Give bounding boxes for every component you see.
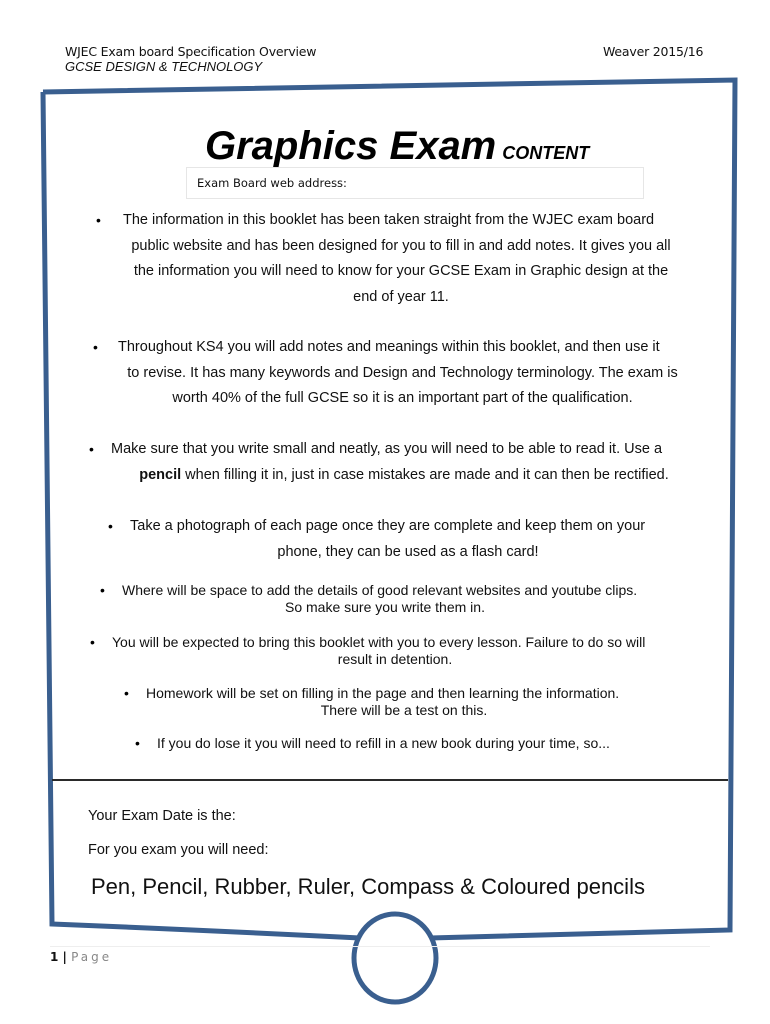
bullet-text: Make sure that you write small and neatly, as you will need to be able to read it. Use a	[111, 441, 663, 457]
bullet-text: Take a photograph of each page once they are complete and keep them on your	[130, 518, 646, 534]
bullet-icon: •	[108, 518, 113, 534]
page-title	[205, 124, 589, 169]
bullet-icon: •	[90, 634, 95, 650]
page-number	[50, 950, 112, 964]
bullet-text-cont: phone, they can be used as a flash card!	[277, 543, 539, 560]
circle-ornament-icon	[354, 914, 436, 1002]
bullet-icon: •	[93, 339, 98, 355]
bullet-text: The information in this booklet has been taken straight from the WJEC exam board	[123, 212, 655, 228]
emphasis-pencil: pencil	[139, 466, 182, 483]
bullet-text-cont: So make sure you write them in.	[285, 599, 485, 615]
bullet-text-cont: to revise. It has many keywords and Design and Technology terminology. The exam is worth 40% of the full GCSE so it is an important part of the qualification.	[127, 364, 678, 406]
page-word: Page	[71, 950, 113, 964]
header-author-year: Weaver 2015/16	[603, 44, 704, 59]
bullet-text-cont: public website and has been designed for you to fill in and add notes. It gives you all the information you will need to know for your GCSE Exam in Graphic design at the end of year 11.	[131, 237, 671, 305]
bullet-icon: •	[89, 441, 94, 457]
bullet-text-cont: pencil when filling it in, just in case mistakes are made and it can then be rectified.	[139, 466, 669, 483]
bullet-text: Throughout KS4 you will add notes and meanings within this booklet, and then use it	[118, 339, 660, 355]
header-spec-title: WJEC Exam board Specification Overview	[65, 44, 317, 59]
bullet-icon: •	[96, 212, 101, 228]
bullet-text: If you do lose it you will need to refill in a new book during your time, so...	[157, 735, 610, 751]
footer-rule	[50, 946, 710, 947]
bullet-text: Homework will be set on filling in the page and then learning the information.	[146, 685, 620, 701]
bullet-text: You will be expected to bring this booklet with you to every lesson. Failure to do so will	[112, 634, 646, 650]
page-separator: |	[58, 950, 72, 964]
bullet-text-cont: There will be a test on this.	[320, 702, 488, 718]
web-address-label: Exam Board web address:	[197, 176, 347, 190]
section-divider	[52, 779, 728, 781]
page-number-value: 1	[50, 950, 59, 964]
header-subject: GCSE DESIGN & TECHNOLOGY	[65, 59, 263, 74]
bullet-icon: •	[124, 685, 129, 701]
title-main: Graphics Exam	[205, 124, 497, 168]
web-address-field[interactable]	[186, 167, 644, 199]
title-suffix: CONTENT	[502, 143, 590, 163]
exam-date-label: Your Exam Date is the:	[88, 808, 236, 824]
bullet-icon: •	[100, 582, 105, 598]
exam-requirements-label: For you exam you will need:	[88, 842, 269, 858]
exam-materials-list: Pen, Pencil, Rubber, Ruler, Compass & Coloured pencils	[91, 874, 645, 899]
bullet-icon: •	[135, 735, 140, 751]
bullet-text-cont: result in detention.	[337, 651, 453, 667]
bullet-text: Where will be space to add the details of good relevant websites and youtube clips.	[122, 582, 638, 598]
